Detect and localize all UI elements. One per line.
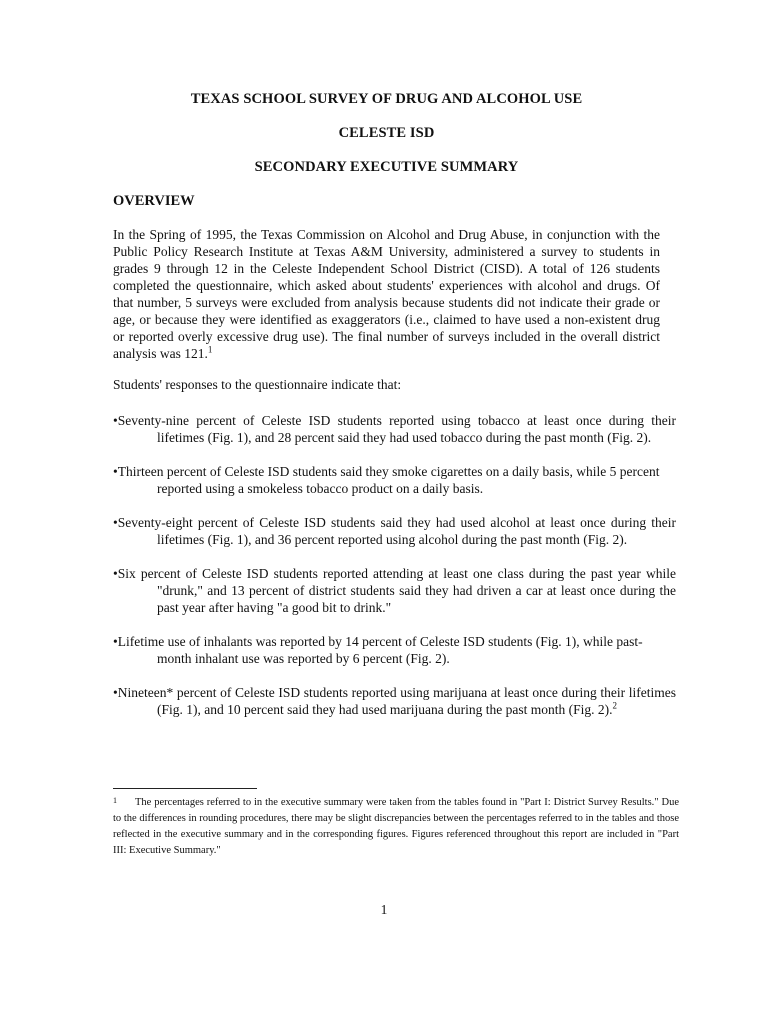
bullet-marijuana	[113, 684, 676, 718]
bullet-marijuana-text: •Nineteen* percent of Celeste ISD students reported using marijuana at least once during their lifetimes (Fig. 1), and 10 percent said they had used marijuana during the past month (Fig. 2).	[113, 685, 676, 717]
bullet-tobacco: •Seventy-nine percent of Celeste ISD students reported using tobacco at least once during their lifetimes (Fig. 1), and 28 percent said they had used tobacco during the past month (Fig. 2).	[113, 413, 676, 445]
bullet-inhalants: •Lifetime use of inhalants was reported by 14 percent of Celeste ISD students (Fig. 1), while past-month inhalant use was reported by 6 percent (Fig. 2).	[113, 634, 643, 666]
overview-text: In the Spring of 1995, the Texas Commission on Alcohol and Drug Abuse, in conjunction with the Public Policy Research Institute at Texas A&M University, administered a survey to students in grades 9 through 12 in the Celeste Independent School District (CISD). A total of 126 students completed the questionnaire, which asked about students' experiences with alcohol and drugs. Of that number, 5 surveys were excluded from analysis because students did not indicate their grade or age, or because they were identified as exaggerators (i.e., claimed to have used a non-existent drug or reported overly excessive drug use). The final number of surveys included in the overall district analysis was 121.	[113, 227, 660, 361]
document-title: TEXAS SCHOOL SURVEY OF DRUG AND ALCOHOL USE	[190, 91, 583, 107]
footnote-divider	[113, 788, 257, 789]
document-subtitle: SECONDARY EXECUTIVE SUMMARY	[254, 159, 519, 175]
bullet-cigarettes: •Thirteen percent of Celeste ISD students said they smoke cigarettes on a daily basis, while 5 percent reported using a smokeless tobacco product on a daily basis.	[113, 464, 660, 496]
footnote-ref-2: 2	[612, 700, 618, 711]
page-number: 1	[380, 902, 388, 917]
footnote-text: The percentages referred to in the executive summary were taken from the tables found in "Part I: District Survey Results." Due to the differences in rounding procedures, there may be slight discrepancies between the percentages referred to in the tables and those reflected in the executive summary and in the corresponding figures. Figures referenced throughout this report are included in "Part III: Executive Summary."	[113, 797, 679, 856]
footnote	[113, 795, 679, 859]
bullet-alcohol: •Seventy-eight percent of Celeste ISD students said they had used alcohol at least once during their lifetimes (Fig. 1), and 36 percent reported using alcohol during the past month (Fig. 2).	[113, 515, 676, 547]
findings-lead: Students' responses to the questionnaire indicate that:	[113, 377, 402, 392]
section-heading-overview: OVERVIEW	[113, 193, 195, 209]
footnote-ref-1: 1	[207, 344, 213, 355]
footnote-marker: 1	[113, 796, 117, 805]
document-body	[113, 90, 676, 735]
overview-paragraph	[113, 226, 660, 362]
district-name: CELESTE ISD	[338, 125, 435, 141]
bullet-drunk-driving: •Six percent of Celeste ISD students reported attending at least one class during the past year while "drunk," and 13 percent of district students said they had driven a car at least once during the past year after having "a good bit to drink."	[113, 566, 676, 615]
